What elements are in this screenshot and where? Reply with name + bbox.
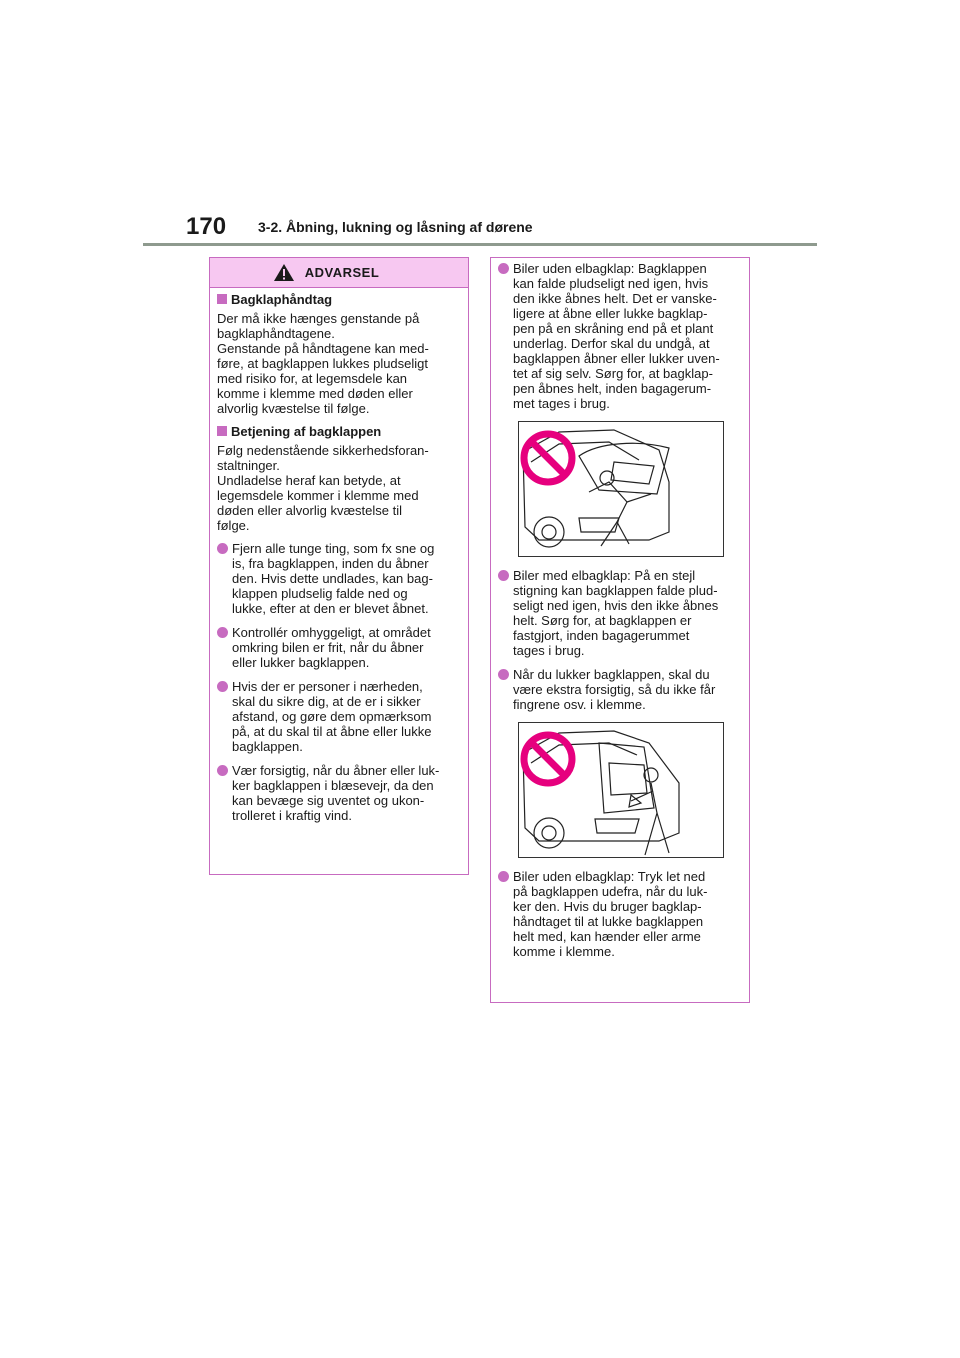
illustration-tailgate-falling bbox=[518, 421, 724, 557]
list-item bbox=[498, 869, 739, 959]
heading-tailgate-handles bbox=[217, 292, 458, 307]
bullet-dot-icon bbox=[217, 765, 228, 776]
square-bullet-icon bbox=[217, 426, 227, 436]
paragraph-handles: Der må ikke hænges genstande på bagklaphåndtagene. Genstande på håndtagene kan med- føre, at bagklappen lukkes pludseligt med risiko for, at legemsdele kan komme i klemme med døden eller alvorlig kvæstelse til følge. bbox=[217, 311, 429, 416]
heading-tailgate-operation bbox=[217, 424, 458, 439]
list-item-text: Hvis der er personer i nærheden, skal du sikre dig, at de er i sikker afstand, og gøre dem opmærksom på, at du skal til at åbne eller lukke bagklappen. bbox=[232, 679, 432, 754]
warning-box-left bbox=[209, 257, 469, 875]
list-item-text: Biler uden elbagklap: Tryk let ned på bagklappen udefra, når du luk- ker den. Hvis du bruger bagklap- håndtaget til at lukke bagklappen helt med, kan hænder eller arme komme i klemme. bbox=[513, 869, 708, 959]
list-item bbox=[217, 625, 458, 670]
heading-text: Bagklaphåndtag bbox=[231, 292, 333, 307]
bullet-dot-icon bbox=[217, 627, 228, 638]
list-item bbox=[217, 679, 458, 754]
list-item-text: Fjern alle tunge ting, som fx sne og is, fra bagklappen, inden du åbner den. Hvis dette undlades, kan bag- klappen pludselig falde ned og lukke, efter at den er blevet åbnet. bbox=[232, 541, 435, 616]
page-number: 170 bbox=[186, 213, 227, 240]
prohibition-icon bbox=[519, 730, 577, 788]
bullet-dot-icon bbox=[217, 543, 228, 554]
section-title: 3-2. Åbning, lukning og låsning af dørene bbox=[258, 219, 533, 235]
paragraph-operation: Følg nedenstående sikkerhedsforan- staltninger. Undladelse heraf kan betyde, at legemsdele kommer i klemme med døden eller alvorlig kvæstelse til følge. bbox=[217, 443, 429, 533]
list-item bbox=[498, 667, 739, 712]
list-item-text: Kontrollér omhyggeligt, at området omkring bilen er frit, når du åbner eller lukker bagklappen. bbox=[232, 625, 431, 670]
bullet-dot-icon bbox=[498, 570, 509, 581]
list-item-text: Biler uden elbagklap: Bagklappen kan falde pludseligt ned igen, hvis den ikke åbnes helt. Det er vanske- ligere at åbne eller lukke bagklap- pen på en skråning end på et plant underlag. Derfor skal du undgå, at bagklappen åbner eller lukker uven- tet af sig selv. Sørg for, at bagklap- pen åbnes helt, inden bagagerum- met tages i brug. bbox=[513, 261, 720, 411]
list-item bbox=[217, 763, 458, 823]
list-item bbox=[498, 261, 739, 411]
prohibition-icon bbox=[519, 429, 577, 487]
list-item-text: Vær forsigtig, når du åbner eller luk- ker bagklappen i blæsevejr, da den kan bevæge sig uventet og ukon- trolleret i kraftig vind. bbox=[232, 763, 440, 823]
square-bullet-icon bbox=[217, 294, 227, 304]
illustration-fingers-caught bbox=[518, 722, 724, 858]
warning-box-right bbox=[490, 257, 750, 1003]
list-item-text: Når du lukker bagklappen, skal du være ekstra forsigtig, så du ikke får fingrene osv. i klemme. bbox=[513, 667, 716, 712]
bullet-dot-icon bbox=[498, 669, 509, 680]
warning-header bbox=[210, 258, 468, 288]
heading-text: Betjening af bagklappen bbox=[231, 424, 382, 439]
warning-triangle-icon bbox=[273, 263, 295, 282]
header-rule bbox=[143, 243, 817, 246]
bullet-dot-icon bbox=[217, 681, 228, 692]
list-item bbox=[217, 541, 458, 616]
warning-title: ADVARSEL bbox=[304, 265, 380, 280]
list-item-text: Biler med elbagklap: På en stejl stigning kan bagklappen falde plud- seligt ned igen, hvis den ikke åbnes helt. Sørg for, at bagklappen er fastgjort, inden bagagerummet tages i brug. bbox=[513, 568, 719, 658]
list-item bbox=[498, 568, 739, 658]
bullet-dot-icon bbox=[498, 263, 509, 274]
bullet-dot-icon bbox=[498, 871, 509, 882]
